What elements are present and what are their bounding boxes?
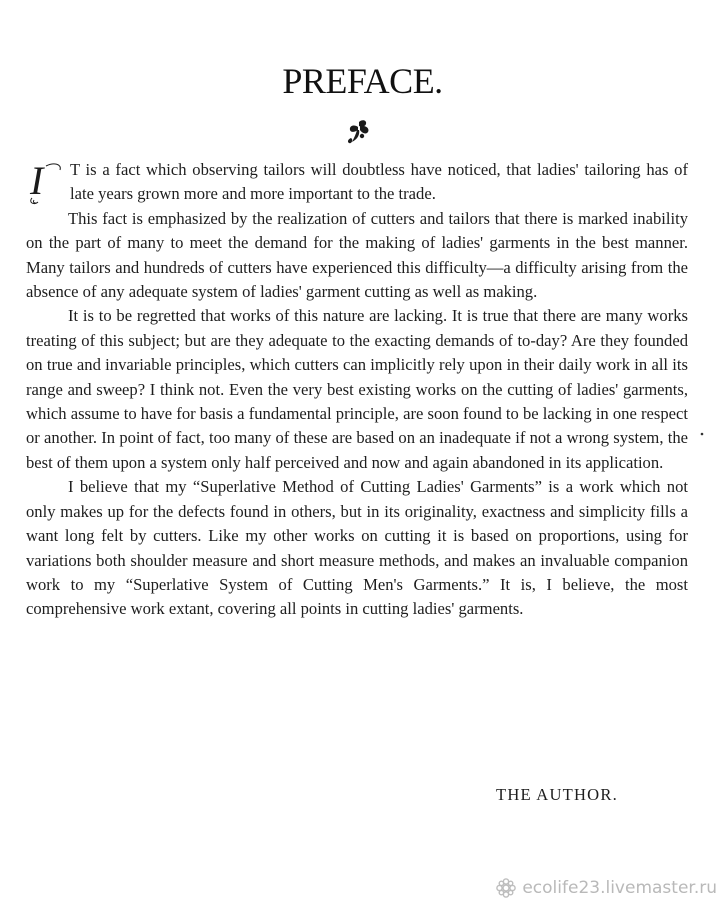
watermark-text: ecolife23.livemaster.ru xyxy=(522,878,717,898)
paragraph-2: This fact is emphasized by the realization of cutters and tailors that there is marked inability on the part of many to meet the demand for the making of ladies' garments in the best manner. Many tailors and hundreds of cutters have experienced this difficulty—a difficulty arising from the absence of any adequate system of ladies' garment cutting as well as making. xyxy=(26,208,688,302)
paragraph-4: I believe that my “Superlative Method of Cutting Ladies' Garments” is a work which not only makes up for the defects found in others, but in its originality, exactness and simplicity fills a want long felt by cutters. Like my other works on cutting it is based on proportions, using for variations both shoulder measure and short measure methods, and makes an invaluable companion work to my “Superlative System of Cutting Men's Garments.” It is, I believe, the most comprehensive work extant, covering all points in cutting ladies' garments. xyxy=(26,477,688,619)
preface-body xyxy=(26,158,688,622)
page-title: PREFACE. xyxy=(282,61,443,101)
paragraph-1-text: T is a fact which observing tailors will doubtless have noticed, that ladies' tailoring has of late years grown more and more important to the trade. xyxy=(70,160,688,204)
decorative-initial-i xyxy=(26,160,64,206)
paragraph-1 xyxy=(26,158,688,207)
fleuron-icon xyxy=(343,118,373,146)
svg-text:I: I xyxy=(30,160,44,203)
gear-flower-icon xyxy=(495,877,517,899)
paragraph-3: It is to be regretted that works of this nature are lacking. It is true that there are many works treating of this subject; but are they adequate to the exacting demands of to-day? Are they founded on true and invariable principles, which cutters can implicitly rely upon in their daily work in all its range and sweep? I think not. Even the very best existing works on the cutting of ladies' garments, which assume to have for basis a fundamental principle, are soon found to be lacking in one respect or another. In point of fact, too many of these are based on an inadequate if not a wrong system, the best of them upon a system only half perceived and now and again abandoned in its application. xyxy=(26,306,688,472)
margin-dot-mark xyxy=(700,432,704,436)
author-signature: THE AUTHOR. xyxy=(496,785,618,804)
watermark xyxy=(495,877,717,899)
